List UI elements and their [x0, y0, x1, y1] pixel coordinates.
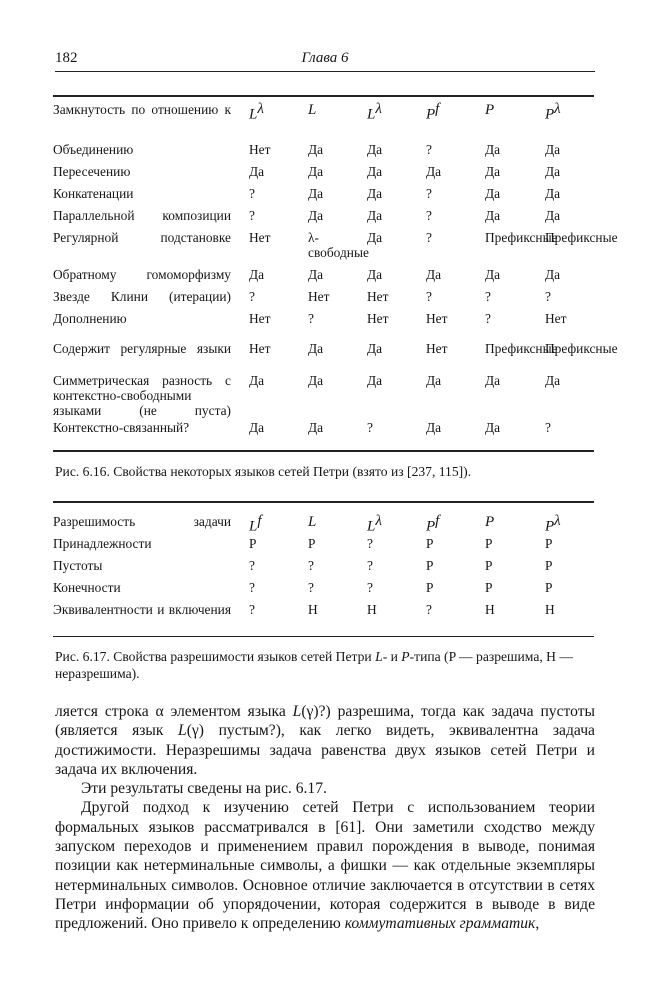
text-run: , — [535, 915, 540, 933]
table-row — [53, 536, 594, 558]
table-row — [53, 267, 594, 289]
column-symbol: L — [367, 106, 376, 123]
decidability-table — [53, 514, 594, 632]
header-rule — [55, 71, 595, 72]
table-cell: Нет — [367, 311, 389, 326]
text-run: (γ)?) разрешима, тогда как задача пустоты (является язык — [55, 703, 596, 740]
table-cell: Да — [308, 267, 324, 282]
table-cell: Да — [545, 186, 561, 201]
emphasis-term: коммутативных грамматик — [344, 915, 536, 933]
caption-text: -типа (P — разрешима, H — неразрешима). — [55, 649, 573, 681]
row-label: Регулярной подстановке — [53, 230, 231, 245]
table-cell: ? — [249, 580, 255, 595]
table-row — [53, 230, 594, 267]
column-symbol: L — [249, 106, 258, 123]
row-label: Конкатенации — [53, 186, 134, 201]
table-header-row — [53, 514, 594, 536]
paragraph-3 — [55, 798, 595, 933]
table-cell: λ-свободные — [308, 230, 369, 260]
table-cell: ? — [367, 558, 373, 573]
table-cell: Да — [545, 208, 561, 223]
column-header — [239, 102, 298, 142]
column-symbol: L — [367, 518, 376, 535]
table-row — [53, 142, 594, 164]
table-cell: Да — [485, 186, 501, 201]
table-cell: ? — [367, 580, 373, 595]
column-symbol: P — [545, 518, 555, 535]
table-cell: Да — [249, 164, 265, 179]
table-cell: ? — [249, 602, 255, 617]
table-row — [53, 373, 594, 420]
table2-top-rule — [53, 501, 594, 503]
table-cell: ? — [367, 536, 373, 551]
column-symbol: P — [485, 102, 495, 118]
table-cell: P — [485, 558, 493, 573]
table-cell: Нет — [426, 311, 448, 326]
table-cell: P — [426, 536, 434, 551]
caption-text: - и — [382, 649, 402, 664]
table-cell: H — [485, 602, 495, 617]
table-row — [53, 420, 594, 442]
table-cell: ? — [249, 289, 255, 304]
table-header-row — [53, 102, 594, 142]
running-title: Глава 6 — [301, 50, 349, 66]
column-symbol: P — [426, 106, 436, 123]
table-cell: Да — [249, 420, 265, 435]
table-row — [53, 186, 594, 208]
table-cell: ? — [426, 602, 432, 617]
table-cell: ? — [426, 208, 432, 223]
row-label: Эквивалентности и включения — [53, 602, 231, 617]
text-run: ляется строка α элементом языка — [55, 703, 293, 720]
table-cell: Да — [545, 142, 561, 157]
table-cell: Да — [367, 164, 383, 179]
table-row — [53, 208, 594, 230]
column-header — [416, 514, 475, 536]
table-cell: Да — [249, 267, 265, 282]
table-cell: Да — [308, 186, 324, 201]
table-cell: Да — [426, 164, 442, 179]
row-label: Звезде Клини (итерации) — [53, 289, 231, 304]
table-cell: Да — [308, 341, 324, 356]
row-label: Дополнению — [53, 311, 127, 326]
column-header — [357, 514, 416, 536]
table-cell: ? — [485, 311, 491, 326]
row-label: Конечности — [53, 580, 121, 595]
table-cell: ? — [308, 311, 314, 326]
table-cell: P — [485, 580, 493, 595]
table-cell: Да — [545, 373, 561, 388]
table-cell: Нет — [249, 142, 271, 157]
table-cell: Нет — [426, 341, 448, 356]
row-label: Объединению — [53, 142, 134, 157]
table-cell: ? — [249, 558, 255, 573]
table-cell: P — [545, 580, 553, 595]
column-symbol: L — [308, 514, 317, 530]
column-superscript: λ — [554, 513, 561, 529]
table-cell: H — [308, 602, 318, 617]
table-cell: H — [367, 602, 377, 617]
column-superscript: λ — [375, 513, 382, 529]
column-symbol: P — [426, 518, 436, 535]
column-header — [298, 514, 357, 536]
caption-math: L — [375, 649, 383, 664]
table-cell: P — [249, 536, 257, 551]
table-cell: ? — [545, 420, 551, 435]
column-symbol: L — [308, 102, 317, 118]
text-run: Другой подход к изучению сетей Петри с использованием теории формальных языков рассматривался в [61]. Они заметили сходство между запуском переходов и применением правил порождения в выводе, понимая позиции как нетерминальные символы, а фишки — как отдельные экземпляры нетерминальных символов. Основное отличие заключается в отсутствии в сетях Петри информации об упорядочении, которая содержится в выводе в виде предложений. Оно привело к определению — [55, 799, 595, 933]
column-symbol: L — [249, 518, 258, 535]
table-cell: ? — [426, 230, 432, 245]
table2-bottom-rule — [53, 636, 594, 637]
table-cell: ? — [308, 558, 314, 573]
table-row — [53, 311, 594, 341]
column-header — [475, 102, 535, 142]
table-cell: P — [545, 536, 553, 551]
table-cell: Да — [367, 208, 383, 223]
figure-6-17-caption — [55, 648, 595, 682]
table1-bottom-rule — [53, 450, 594, 452]
column-header — [416, 102, 475, 142]
table-cell: Да — [545, 164, 561, 179]
column-superscript: λ — [554, 101, 561, 117]
table-row — [53, 602, 594, 632]
table-cell: Да — [545, 267, 561, 282]
column-superscript: f — [257, 513, 262, 529]
column-header — [475, 514, 535, 536]
table-cell: ? — [367, 420, 373, 435]
table-cell: Да — [367, 142, 383, 157]
table-cell: H — [545, 602, 555, 617]
table-cell: Префиксные — [545, 230, 618, 245]
table-cell: Да — [308, 373, 324, 388]
column-header — [357, 102, 416, 142]
math-run: L — [292, 703, 302, 720]
column-header-label: Разрешимость задачи — [53, 514, 231, 529]
table-cell: Да — [308, 164, 324, 179]
column-superscript: λ — [375, 101, 382, 117]
table-cell: Нет — [308, 289, 330, 304]
row-label: Контекстно-связанный? — [53, 420, 190, 435]
table-cell: P — [545, 558, 553, 573]
table-cell: Да — [308, 208, 324, 223]
table-cell: Да — [249, 373, 265, 388]
page-header — [55, 50, 595, 72]
row-label: Пересечению — [53, 164, 131, 179]
column-header — [535, 102, 594, 142]
column-symbol: P — [485, 514, 495, 530]
table-cell: Префиксные — [545, 341, 618, 356]
table-cell: P — [426, 580, 434, 595]
table-cell: Да — [367, 267, 383, 282]
row-label: Обратному гомоморфизму — [53, 267, 231, 282]
table-cell: Да — [485, 164, 501, 179]
column-superscript: f — [435, 513, 440, 529]
table-cell: Да — [485, 373, 501, 388]
column-header — [298, 102, 357, 142]
table-cell: P — [426, 558, 434, 573]
column-header-label: Замкнутость по отношению к — [53, 102, 231, 117]
table-cell: Нет — [249, 311, 271, 326]
table-cell: Да — [426, 267, 442, 282]
table-row — [53, 341, 594, 373]
page-number: 182 — [55, 50, 78, 66]
table-cell: ? — [426, 289, 432, 304]
table-row — [53, 558, 594, 580]
table-cell: ? — [308, 580, 314, 595]
table-cell: Да — [485, 420, 501, 435]
row-label: Содержит регулярные языки — [53, 341, 231, 356]
table-cell: Да — [485, 142, 501, 157]
table-cell: Да — [426, 373, 442, 388]
table-row — [53, 164, 594, 186]
closure-properties-table — [53, 101, 618, 442]
table-row — [53, 580, 594, 602]
row-label: Параллельной композиции — [53, 208, 231, 223]
figure-6-16-caption: Рис. 6.16. Свойства некоторых языков сетей Петри (взято из [237, 115]). — [55, 464, 472, 479]
table-cell: Префиксные — [485, 230, 558, 245]
column-header — [239, 514, 298, 536]
table-cell: Нет — [367, 289, 389, 304]
table-cell: Да — [485, 208, 501, 223]
table-cell: Да — [485, 267, 501, 282]
paragraph-1 — [55, 702, 595, 779]
math-run: L — [178, 722, 187, 740]
table1-top-rule — [53, 95, 594, 97]
column-symbol: P — [545, 106, 555, 123]
column-header — [535, 514, 594, 536]
table-cell: Да — [367, 373, 383, 388]
table-cell: ? — [426, 142, 432, 157]
table-cell: Да — [367, 230, 383, 245]
table-cell: Да — [367, 341, 383, 356]
table-cell: Нет — [545, 311, 567, 326]
row-label: Пустоты — [53, 558, 103, 573]
table-cell: ? — [485, 289, 491, 304]
table-cell: ? — [249, 208, 255, 223]
paragraph-2: Эти результаты сведены на рис. 6.17. — [81, 780, 327, 798]
body-text — [55, 702, 595, 934]
row-label: Симметрическая разность с контекстно-свободными языками (не пуста) — [53, 373, 231, 418]
table-cell: P — [485, 536, 493, 551]
table-cell: Нет — [249, 341, 271, 356]
table-cell: ? — [249, 186, 255, 201]
column-superscript: λ — [257, 101, 264, 117]
table-cell: Нет — [249, 230, 271, 245]
table-cell: Да — [308, 142, 324, 157]
table-cell: Да — [367, 186, 383, 201]
text-run: (γ) пустым?), как легко видеть, эквивалентна задача достижимости. Неразрешимы задача равенства двух языков сетей Петри и задача их включения. — [55, 722, 595, 778]
table-row — [53, 289, 594, 311]
table-cell: ? — [545, 289, 551, 304]
caption-math: P — [401, 649, 410, 664]
column-superscript: f — [435, 101, 440, 117]
table-cell: ? — [426, 186, 432, 201]
table-cell: P — [308, 536, 316, 551]
table-cell: Да — [426, 420, 442, 435]
row-label: Принадлежности — [53, 536, 152, 551]
table-cell: Префиксные — [485, 341, 558, 356]
table-cell: Да — [308, 420, 324, 435]
caption-text: Рис. 6.17. Свойства разрешимости языков сетей Петри — [55, 649, 376, 664]
